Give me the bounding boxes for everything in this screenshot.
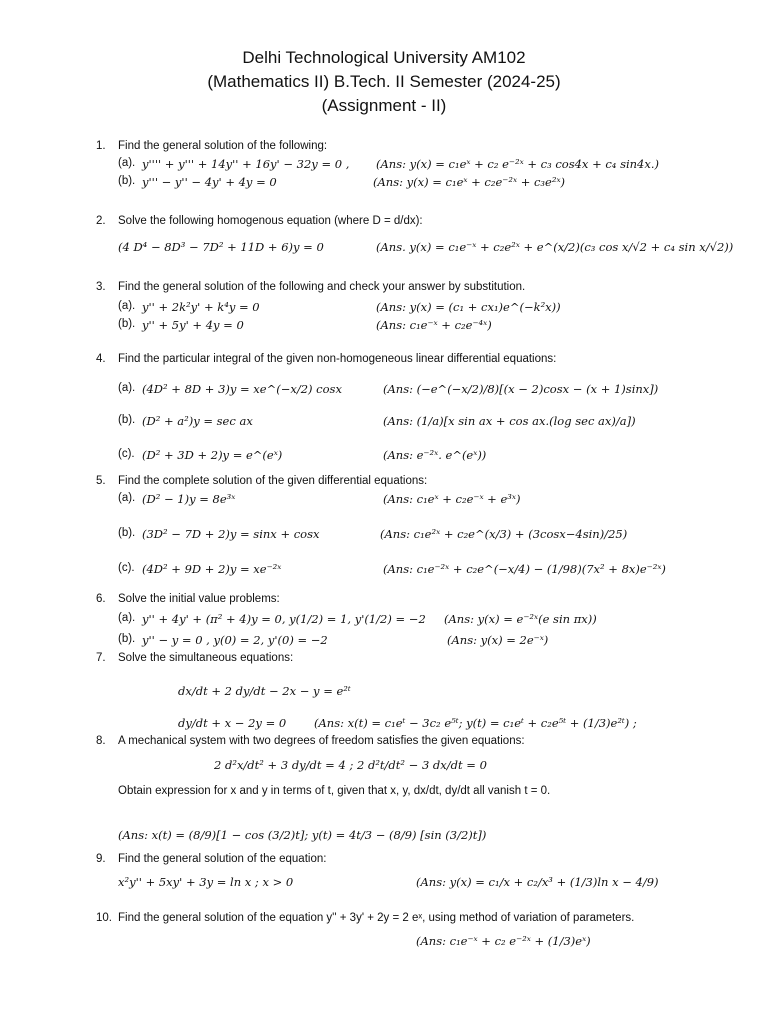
header-title-line-3: (Assignment - II): [321, 96, 447, 115]
question-3-text: Find the general solution of the following and check your answer by substitution.: [118, 281, 526, 293]
question-5b-answer: (Ans: c₁e²ˣ + c₂e^(x/3) + (3cosx−4sin)/25): [380, 527, 628, 541]
question-5-text: Find the complete solution of the given differential equations:: [118, 475, 428, 487]
question-2-number: 2.: [96, 215, 106, 227]
question-2-text: Solve the following homogenous equation (where D = d/dx):: [118, 215, 423, 227]
question-3a-label: (a).: [118, 300, 136, 312]
question-7-number: 7.: [96, 652, 106, 664]
question-6-text: Solve the initial value problems:: [118, 593, 280, 605]
question-5a-answer: (Ans: c₁eˣ + c₂e⁻ˣ + e³ˣ): [383, 492, 521, 506]
question-7-equation-1: dx/dt + 2 dy/dt − 2x − y = e²ᵗ: [178, 684, 351, 698]
question-5a-label: (a).: [118, 492, 136, 504]
question-5c-answer: (Ans: c₁e⁻²ˣ + c₂e^(−x/4) − (1/98)(7x² + 8x)e⁻²ˣ): [383, 562, 666, 576]
question-4-number: 4.: [96, 353, 106, 365]
question-10-number: 10.: [96, 912, 112, 924]
question-1b-label: (b).: [118, 175, 136, 187]
question-8-number: 8.: [96, 735, 106, 747]
question-3b-label: (b).: [118, 318, 136, 330]
question-1b-answer: (Ans: y(x) = c₁eˣ + c₂e⁻²ˣ + c₃e²ˣ): [373, 175, 566, 189]
question-4-text: Find the particular integral of the given non-homogeneous linear differential equations:: [118, 353, 557, 365]
question-2-answer: (Ans. y(x) = c₁e⁻ˣ + c₂e²ˣ + e^(x/2)(c₃ cos x/√2 + c₄ sin x/√2)): [376, 240, 734, 254]
question-9-text: Find the general solution of the equation:: [118, 853, 327, 865]
question-5c-equation: (4D² + 9D + 2)y = xe⁻²ˣ: [142, 562, 282, 576]
header-title-line-2: (Mathematics II) B.Tech. II Semester (2024-25): [207, 72, 561, 91]
question-5-number: 5.: [96, 475, 106, 487]
question-6b-answer: (Ans: y(x) = 2e⁻ˣ): [447, 633, 549, 647]
question-6a-label: (a).: [118, 612, 136, 624]
question-7-equation-2: dy/dt + x − 2y = 0: [178, 716, 287, 730]
question-8-text: A mechanical system with two degrees of freedom satisfies the given equations:: [118, 735, 525, 747]
question-4b-equation: (D² + a²)y = sec ax: [142, 414, 253, 428]
question-3a-answer: (Ans: y(x) = (c₁ + cx₁)e^(−k²x)): [376, 300, 561, 314]
question-4c-label: (c).: [118, 448, 135, 460]
question-9-number: 9.: [96, 853, 106, 865]
question-5a-equation: (D² − 1)y = 8e³ˣ: [142, 492, 236, 506]
question-4a-label: (a).: [118, 382, 136, 394]
question-8-answer: (Ans: x(t) = (8/9)[1 − cos (3/2)t]; y(t) = 4t/3 − (8/9) [sin (3/2)t]): [118, 828, 487, 842]
question-3b-equation: y'' + 5y' + 4y = 0: [142, 318, 244, 332]
question-4b-answer: (Ans: (1/a)[x sin ax + cos ax.(log sec ax)/a]): [383, 414, 636, 428]
question-8-equation: 2 d²x/dt² + 3 dy/dt = 4 ; 2 d²t/dt² − 3 dx/dt = 0: [214, 758, 487, 772]
question-3b-answer: (Ans: c₁e⁻ˣ + c₂e⁻⁴ˣ): [376, 318, 492, 332]
question-7-text: Solve the simultaneous equations:: [118, 652, 294, 664]
question-6-number: 6.: [96, 593, 106, 605]
question-4a-equation: (4D² + 8D + 3)y = xe^(−x/2) cosx: [142, 382, 342, 396]
question-9-answer: (Ans: y(x) = c₁/x + c₂/x³ + (1/3)ln x − 4/9): [416, 875, 659, 889]
question-1b-equation: y''' − y'' − 4y' + 4y = 0: [142, 175, 277, 189]
question-1a-answer: (Ans: y(x) = c₁eˣ + c₂ e⁻²ˣ + c₃ cos4x + c₄ sin4x.): [376, 157, 659, 171]
question-9-equation: x²y'' + 5xy' + 3y = ln x ; x > 0: [118, 875, 294, 889]
question-1-text: Find the general solution of the following:: [118, 140, 328, 152]
question-10-answer: (Ans: c₁e⁻ˣ + c₂ e⁻²ˣ + (1/3)eˣ): [416, 934, 591, 948]
question-6b-label: (b).: [118, 633, 136, 645]
question-5c-label: (c).: [118, 562, 135, 574]
question-4b-label: (b).: [118, 414, 136, 426]
question-6a-equation: y'' + 4y' + (π² + 4)y = 0, y(1/2) = 1, y'(1/2) = −2: [142, 612, 426, 626]
question-6a-answer: (Ans: y(x) = e⁻²ˣ(e sin πx)): [444, 612, 597, 626]
question-1a-equation: y'''' + y''' + 14y'' + 16y' − 32y = 0 ,: [142, 157, 350, 171]
question-1a-label: (a).: [118, 157, 136, 169]
question-8-condition: Obtain expression for x and y in terms of t, given that x, y, dx/dt, dy/dt all vanish t = 0.: [118, 785, 551, 797]
question-1-number: 1.: [96, 140, 106, 152]
question-5b-label: (b).: [118, 527, 136, 539]
question-10-text: Find the general solution of the equation y'' + 3y' + 2y = 2 eˣ, using method of variation of parameters.: [118, 912, 635, 924]
question-6b-equation: y'' − y = 0 , y(0) = 2, y'(0) = −2: [142, 633, 328, 647]
question-4a-answer: (Ans: (−e^(−x/2)/8)[(x − 2)cosx − (x + 1)sinx]): [383, 382, 659, 396]
header-title-line-1: Delhi Technological University AM102: [242, 48, 526, 67]
question-7-answer: (Ans: x(t) = c₁eᵗ − 3c₂ e⁵ᵗ; y(t) = c₁eᵗ + c₂e⁵ᵗ + (1/3)e²ᵗ) ;: [314, 716, 637, 730]
question-3-number: 3.: [96, 281, 106, 293]
question-2-equation: (4 D⁴ − 8D³ − 7D² + 11D + 6)y = 0: [118, 240, 324, 254]
question-4c-answer: (Ans: e⁻²ˣ. e^(eˣ)): [383, 448, 487, 462]
question-5b-equation: (3D² − 7D + 2)y = sinx + cosx: [142, 527, 320, 541]
question-3a-equation: y'' + 2k²y' + k⁴y = 0: [142, 300, 260, 314]
question-4c-equation: (D² + 3D + 2)y = e^(eˣ): [142, 448, 283, 462]
